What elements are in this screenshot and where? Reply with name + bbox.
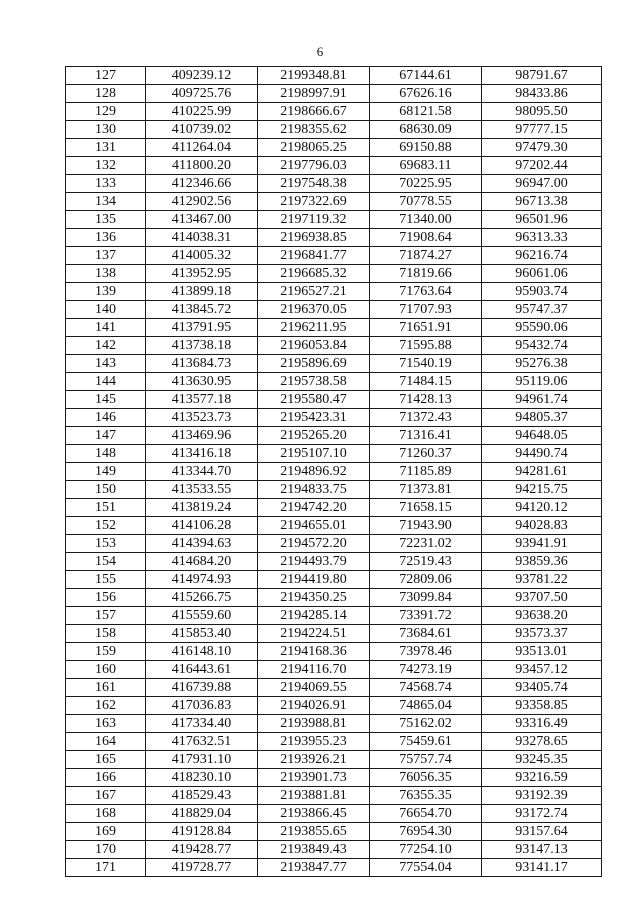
table-row bbox=[66, 463, 602, 481]
y-coordinate-cell: 2198997.91 bbox=[258, 85, 370, 103]
local-x-cell: 72231.02 bbox=[370, 535, 482, 553]
local-y-cell: 95119.06 bbox=[482, 373, 602, 391]
table-row bbox=[66, 409, 602, 427]
y-coordinate-cell: 2194285.14 bbox=[258, 607, 370, 625]
point-number-cell: 157 bbox=[66, 607, 146, 625]
x-coordinate-cell: 413738.18 bbox=[146, 337, 258, 355]
local-y-cell: 93358.85 bbox=[482, 697, 602, 715]
local-y-cell: 93192.39 bbox=[482, 787, 602, 805]
x-coordinate-cell: 413845.72 bbox=[146, 301, 258, 319]
x-coordinate-cell: 413467.00 bbox=[146, 211, 258, 229]
point-number-cell: 147 bbox=[66, 427, 146, 445]
y-coordinate-cell: 2194350.25 bbox=[258, 589, 370, 607]
y-coordinate-cell: 2193849.43 bbox=[258, 841, 370, 859]
local-x-cell: 74273.19 bbox=[370, 661, 482, 679]
local-x-cell: 68630.09 bbox=[370, 121, 482, 139]
local-y-cell: 94490.74 bbox=[482, 445, 602, 463]
table-row bbox=[66, 751, 602, 769]
table-row bbox=[66, 427, 602, 445]
x-coordinate-cell: 412346.66 bbox=[146, 175, 258, 193]
y-coordinate-cell: 2193847.77 bbox=[258, 859, 370, 877]
point-number-cell: 150 bbox=[66, 481, 146, 499]
y-coordinate-cell: 2193881.81 bbox=[258, 787, 370, 805]
x-coordinate-cell: 410225.99 bbox=[146, 103, 258, 121]
x-coordinate-cell: 418829.04 bbox=[146, 805, 258, 823]
x-coordinate-cell: 414974.93 bbox=[146, 571, 258, 589]
local-x-cell: 71595.88 bbox=[370, 337, 482, 355]
table-row bbox=[66, 391, 602, 409]
y-coordinate-cell: 2195107.10 bbox=[258, 445, 370, 463]
local-x-cell: 71185.89 bbox=[370, 463, 482, 481]
y-coordinate-cell: 2195423.31 bbox=[258, 409, 370, 427]
local-y-cell: 93172.74 bbox=[482, 805, 602, 823]
x-coordinate-cell: 414106.28 bbox=[146, 517, 258, 535]
point-number-cell: 134 bbox=[66, 193, 146, 211]
local-x-cell: 73684.61 bbox=[370, 625, 482, 643]
point-number-cell: 145 bbox=[66, 391, 146, 409]
local-x-cell: 73099.84 bbox=[370, 589, 482, 607]
table-row bbox=[66, 157, 602, 175]
local-x-cell: 75162.02 bbox=[370, 715, 482, 733]
table-row bbox=[66, 679, 602, 697]
local-y-cell: 94805.37 bbox=[482, 409, 602, 427]
point-number-cell: 148 bbox=[66, 445, 146, 463]
x-coordinate-cell: 413952.95 bbox=[146, 265, 258, 283]
local-x-cell: 77554.04 bbox=[370, 859, 482, 877]
point-number-cell: 164 bbox=[66, 733, 146, 751]
local-x-cell: 71874.27 bbox=[370, 247, 482, 265]
table-row bbox=[66, 859, 602, 877]
point-number-cell: 153 bbox=[66, 535, 146, 553]
point-number-cell: 170 bbox=[66, 841, 146, 859]
local-x-cell: 75757.74 bbox=[370, 751, 482, 769]
table-row bbox=[66, 67, 602, 85]
table-row bbox=[66, 337, 602, 355]
point-number-cell: 132 bbox=[66, 157, 146, 175]
x-coordinate-cell: 413416.18 bbox=[146, 445, 258, 463]
local-x-cell: 71763.64 bbox=[370, 283, 482, 301]
x-coordinate-cell: 413533.55 bbox=[146, 481, 258, 499]
local-y-cell: 94120.12 bbox=[482, 499, 602, 517]
local-y-cell: 94961.74 bbox=[482, 391, 602, 409]
table-row bbox=[66, 733, 602, 751]
table-row bbox=[66, 139, 602, 157]
x-coordinate-cell: 409725.76 bbox=[146, 85, 258, 103]
y-coordinate-cell: 2193866.45 bbox=[258, 805, 370, 823]
local-x-cell: 68121.58 bbox=[370, 103, 482, 121]
y-coordinate-cell: 2194896.92 bbox=[258, 463, 370, 481]
table-row bbox=[66, 571, 602, 589]
y-coordinate-cell: 2194655.01 bbox=[258, 517, 370, 535]
y-coordinate-cell: 2195738.58 bbox=[258, 373, 370, 391]
y-coordinate-cell: 2194224.51 bbox=[258, 625, 370, 643]
local-x-cell: 67626.16 bbox=[370, 85, 482, 103]
point-number-cell: 129 bbox=[66, 103, 146, 121]
local-x-cell: 71819.66 bbox=[370, 265, 482, 283]
local-y-cell: 96216.74 bbox=[482, 247, 602, 265]
y-coordinate-cell: 2197796.03 bbox=[258, 157, 370, 175]
x-coordinate-cell: 415266.75 bbox=[146, 589, 258, 607]
x-coordinate-cell: 414038.31 bbox=[146, 229, 258, 247]
y-coordinate-cell: 2193901.73 bbox=[258, 769, 370, 787]
local-y-cell: 93157.64 bbox=[482, 823, 602, 841]
y-coordinate-cell: 2199348.81 bbox=[258, 67, 370, 85]
point-number-cell: 130 bbox=[66, 121, 146, 139]
table-row bbox=[66, 823, 602, 841]
y-coordinate-cell: 2197548.38 bbox=[258, 175, 370, 193]
table-row bbox=[66, 373, 602, 391]
table-row bbox=[66, 805, 602, 823]
local-y-cell: 94028.83 bbox=[482, 517, 602, 535]
point-number-cell: 168 bbox=[66, 805, 146, 823]
x-coordinate-cell: 418230.10 bbox=[146, 769, 258, 787]
local-x-cell: 69683.11 bbox=[370, 157, 482, 175]
x-coordinate-cell: 416148.10 bbox=[146, 643, 258, 661]
local-y-cell: 98095.50 bbox=[482, 103, 602, 121]
local-x-cell: 71943.90 bbox=[370, 517, 482, 535]
point-number-cell: 169 bbox=[66, 823, 146, 841]
table-row bbox=[66, 535, 602, 553]
table-row bbox=[66, 103, 602, 121]
x-coordinate-cell: 411264.04 bbox=[146, 139, 258, 157]
table-row bbox=[66, 625, 602, 643]
local-x-cell: 71340.00 bbox=[370, 211, 482, 229]
x-coordinate-cell: 413791.95 bbox=[146, 319, 258, 337]
y-coordinate-cell: 2193926.21 bbox=[258, 751, 370, 769]
x-coordinate-cell: 417334.40 bbox=[146, 715, 258, 733]
point-number-cell: 158 bbox=[66, 625, 146, 643]
local-x-cell: 72809.06 bbox=[370, 571, 482, 589]
y-coordinate-cell: 2193955.23 bbox=[258, 733, 370, 751]
point-number-cell: 128 bbox=[66, 85, 146, 103]
table-row bbox=[66, 643, 602, 661]
local-y-cell: 94281.61 bbox=[482, 463, 602, 481]
local-x-cell: 77254.10 bbox=[370, 841, 482, 859]
local-y-cell: 96501.96 bbox=[482, 211, 602, 229]
local-y-cell: 93141.17 bbox=[482, 859, 602, 877]
local-x-cell: 71908.64 bbox=[370, 229, 482, 247]
table-row bbox=[66, 265, 602, 283]
point-number-cell: 131 bbox=[66, 139, 146, 157]
local-y-cell: 98791.67 bbox=[482, 67, 602, 85]
x-coordinate-cell: 416443.61 bbox=[146, 661, 258, 679]
local-y-cell: 95903.74 bbox=[482, 283, 602, 301]
x-coordinate-cell: 413684.73 bbox=[146, 355, 258, 373]
table-row bbox=[66, 283, 602, 301]
local-y-cell: 94215.75 bbox=[482, 481, 602, 499]
local-x-cell: 76954.30 bbox=[370, 823, 482, 841]
y-coordinate-cell: 2196841.77 bbox=[258, 247, 370, 265]
local-x-cell: 71651.91 bbox=[370, 319, 482, 337]
y-coordinate-cell: 2194069.55 bbox=[258, 679, 370, 697]
local-x-cell: 74568.74 bbox=[370, 679, 482, 697]
coordinate-table-body bbox=[66, 67, 602, 877]
x-coordinate-cell: 413523.73 bbox=[146, 409, 258, 427]
local-y-cell: 93245.35 bbox=[482, 751, 602, 769]
x-coordinate-cell: 419728.77 bbox=[146, 859, 258, 877]
table-row bbox=[66, 193, 602, 211]
point-number-cell: 143 bbox=[66, 355, 146, 373]
y-coordinate-cell: 2196370.05 bbox=[258, 301, 370, 319]
page-number: 6 bbox=[316, 44, 324, 59]
point-number-cell: 137 bbox=[66, 247, 146, 265]
table-row bbox=[66, 229, 602, 247]
point-number-cell: 154 bbox=[66, 553, 146, 571]
x-coordinate-cell: 413630.95 bbox=[146, 373, 258, 391]
x-coordinate-cell: 413344.70 bbox=[146, 463, 258, 481]
table-row bbox=[66, 445, 602, 463]
point-number-cell: 162 bbox=[66, 697, 146, 715]
point-number-cell: 133 bbox=[66, 175, 146, 193]
y-coordinate-cell: 2198065.25 bbox=[258, 139, 370, 157]
table-row bbox=[66, 715, 602, 733]
local-y-cell: 96061.06 bbox=[482, 265, 602, 283]
point-number-cell: 161 bbox=[66, 679, 146, 697]
table-row bbox=[66, 319, 602, 337]
point-number-cell: 139 bbox=[66, 283, 146, 301]
x-coordinate-cell: 419128.84 bbox=[146, 823, 258, 841]
local-y-cell: 95432.74 bbox=[482, 337, 602, 355]
coordinate-table bbox=[65, 66, 602, 877]
point-number-cell: 160 bbox=[66, 661, 146, 679]
local-x-cell: 71540.19 bbox=[370, 355, 482, 373]
local-x-cell: 75459.61 bbox=[370, 733, 482, 751]
table-row bbox=[66, 607, 602, 625]
point-number-cell: 151 bbox=[66, 499, 146, 517]
table-row bbox=[66, 697, 602, 715]
y-coordinate-cell: 2194026.91 bbox=[258, 697, 370, 715]
table-row bbox=[66, 211, 602, 229]
local-x-cell: 71260.37 bbox=[370, 445, 482, 463]
local-y-cell: 93457.12 bbox=[482, 661, 602, 679]
x-coordinate-cell: 419428.77 bbox=[146, 841, 258, 859]
x-coordinate-cell: 409239.12 bbox=[146, 67, 258, 85]
local-y-cell: 93278.65 bbox=[482, 733, 602, 751]
y-coordinate-cell: 2196211.95 bbox=[258, 319, 370, 337]
local-x-cell: 70778.55 bbox=[370, 193, 482, 211]
y-coordinate-cell: 2194168.36 bbox=[258, 643, 370, 661]
table-row bbox=[66, 175, 602, 193]
local-x-cell: 71316.41 bbox=[370, 427, 482, 445]
local-x-cell: 76654.70 bbox=[370, 805, 482, 823]
local-x-cell: 72519.43 bbox=[370, 553, 482, 571]
local-x-cell: 71372.43 bbox=[370, 409, 482, 427]
y-coordinate-cell: 2195265.20 bbox=[258, 427, 370, 445]
local-x-cell: 70225.95 bbox=[370, 175, 482, 193]
local-x-cell: 74865.04 bbox=[370, 697, 482, 715]
y-coordinate-cell: 2194493.79 bbox=[258, 553, 370, 571]
y-coordinate-cell: 2194116.70 bbox=[258, 661, 370, 679]
x-coordinate-cell: 418529.43 bbox=[146, 787, 258, 805]
y-coordinate-cell: 2193855.65 bbox=[258, 823, 370, 841]
local-y-cell: 97479.30 bbox=[482, 139, 602, 157]
y-coordinate-cell: 2196527.21 bbox=[258, 283, 370, 301]
x-coordinate-cell: 415559.60 bbox=[146, 607, 258, 625]
table-row bbox=[66, 85, 602, 103]
x-coordinate-cell: 413899.18 bbox=[146, 283, 258, 301]
x-coordinate-cell: 417931.10 bbox=[146, 751, 258, 769]
y-coordinate-cell: 2197119.32 bbox=[258, 211, 370, 229]
table-row bbox=[66, 661, 602, 679]
local-y-cell: 93707.50 bbox=[482, 589, 602, 607]
point-number-cell: 165 bbox=[66, 751, 146, 769]
local-y-cell: 95590.06 bbox=[482, 319, 602, 337]
local-x-cell: 71373.81 bbox=[370, 481, 482, 499]
point-number-cell: 135 bbox=[66, 211, 146, 229]
point-number-cell: 141 bbox=[66, 319, 146, 337]
point-number-cell: 136 bbox=[66, 229, 146, 247]
point-number-cell: 140 bbox=[66, 301, 146, 319]
x-coordinate-cell: 414005.32 bbox=[146, 247, 258, 265]
local-y-cell: 94648.05 bbox=[482, 427, 602, 445]
local-y-cell: 93573.37 bbox=[482, 625, 602, 643]
x-coordinate-cell: 413577.18 bbox=[146, 391, 258, 409]
local-y-cell: 93941.91 bbox=[482, 535, 602, 553]
local-y-cell: 93316.49 bbox=[482, 715, 602, 733]
point-number-cell: 144 bbox=[66, 373, 146, 391]
y-coordinate-cell: 2196053.84 bbox=[258, 337, 370, 355]
table-row bbox=[66, 769, 602, 787]
point-number-cell: 159 bbox=[66, 643, 146, 661]
x-coordinate-cell: 417632.51 bbox=[146, 733, 258, 751]
table-row bbox=[66, 247, 602, 265]
point-number-cell: 138 bbox=[66, 265, 146, 283]
x-coordinate-cell: 411800.20 bbox=[146, 157, 258, 175]
local-y-cell: 93513.01 bbox=[482, 643, 602, 661]
local-y-cell: 93859.36 bbox=[482, 553, 602, 571]
table-row bbox=[66, 787, 602, 805]
local-x-cell: 67144.61 bbox=[370, 67, 482, 85]
x-coordinate-cell: 413469.96 bbox=[146, 427, 258, 445]
local-y-cell: 95747.37 bbox=[482, 301, 602, 319]
x-coordinate-cell: 412902.56 bbox=[146, 193, 258, 211]
table-row bbox=[66, 121, 602, 139]
x-coordinate-cell: 413819.24 bbox=[146, 499, 258, 517]
point-number-cell: 166 bbox=[66, 769, 146, 787]
x-coordinate-cell: 416739.88 bbox=[146, 679, 258, 697]
local-y-cell: 97202.44 bbox=[482, 157, 602, 175]
y-coordinate-cell: 2196685.32 bbox=[258, 265, 370, 283]
y-coordinate-cell: 2198355.62 bbox=[258, 121, 370, 139]
y-coordinate-cell: 2193988.81 bbox=[258, 715, 370, 733]
local-x-cell: 69150.88 bbox=[370, 139, 482, 157]
x-coordinate-cell: 410739.02 bbox=[146, 121, 258, 139]
table-row bbox=[66, 499, 602, 517]
local-x-cell: 73978.46 bbox=[370, 643, 482, 661]
point-number-cell: 155 bbox=[66, 571, 146, 589]
local-y-cell: 93781.22 bbox=[482, 571, 602, 589]
local-x-cell: 73391.72 bbox=[370, 607, 482, 625]
local-x-cell: 71484.15 bbox=[370, 373, 482, 391]
local-x-cell: 71658.15 bbox=[370, 499, 482, 517]
y-coordinate-cell: 2197322.69 bbox=[258, 193, 370, 211]
local-x-cell: 76056.35 bbox=[370, 769, 482, 787]
y-coordinate-cell: 2195580.47 bbox=[258, 391, 370, 409]
local-y-cell: 93216.59 bbox=[482, 769, 602, 787]
table-row bbox=[66, 355, 602, 373]
table-row bbox=[66, 517, 602, 535]
local-x-cell: 71707.93 bbox=[370, 301, 482, 319]
point-number-cell: 127 bbox=[66, 67, 146, 85]
y-coordinate-cell: 2194572.20 bbox=[258, 535, 370, 553]
point-number-cell: 156 bbox=[66, 589, 146, 607]
x-coordinate-cell: 414394.63 bbox=[146, 535, 258, 553]
local-y-cell: 93405.74 bbox=[482, 679, 602, 697]
table-row bbox=[66, 553, 602, 571]
y-coordinate-cell: 2195896.69 bbox=[258, 355, 370, 373]
y-coordinate-cell: 2196938.85 bbox=[258, 229, 370, 247]
x-coordinate-cell: 414684.20 bbox=[146, 553, 258, 571]
local-y-cell: 95276.38 bbox=[482, 355, 602, 373]
local-y-cell: 97777.15 bbox=[482, 121, 602, 139]
x-coordinate-cell: 415853.40 bbox=[146, 625, 258, 643]
table-row bbox=[66, 301, 602, 319]
local-y-cell: 98433.86 bbox=[482, 85, 602, 103]
point-number-cell: 171 bbox=[66, 859, 146, 877]
point-number-cell: 152 bbox=[66, 517, 146, 535]
local-y-cell: 96713.38 bbox=[482, 193, 602, 211]
local-y-cell: 96947.00 bbox=[482, 175, 602, 193]
y-coordinate-cell: 2194742.20 bbox=[258, 499, 370, 517]
local-x-cell: 76355.35 bbox=[370, 787, 482, 805]
local-y-cell: 93638.20 bbox=[482, 607, 602, 625]
point-number-cell: 167 bbox=[66, 787, 146, 805]
point-number-cell: 146 bbox=[66, 409, 146, 427]
table-row bbox=[66, 841, 602, 859]
local-y-cell: 93147.13 bbox=[482, 841, 602, 859]
local-y-cell: 96313.33 bbox=[482, 229, 602, 247]
local-x-cell: 71428.13 bbox=[370, 391, 482, 409]
table-row bbox=[66, 589, 602, 607]
point-number-cell: 149 bbox=[66, 463, 146, 481]
point-number-cell: 163 bbox=[66, 715, 146, 733]
y-coordinate-cell: 2194833.75 bbox=[258, 481, 370, 499]
y-coordinate-cell: 2198666.67 bbox=[258, 103, 370, 121]
table-row bbox=[66, 481, 602, 499]
y-coordinate-cell: 2194419.80 bbox=[258, 571, 370, 589]
point-number-cell: 142 bbox=[66, 337, 146, 355]
x-coordinate-cell: 417036.83 bbox=[146, 697, 258, 715]
